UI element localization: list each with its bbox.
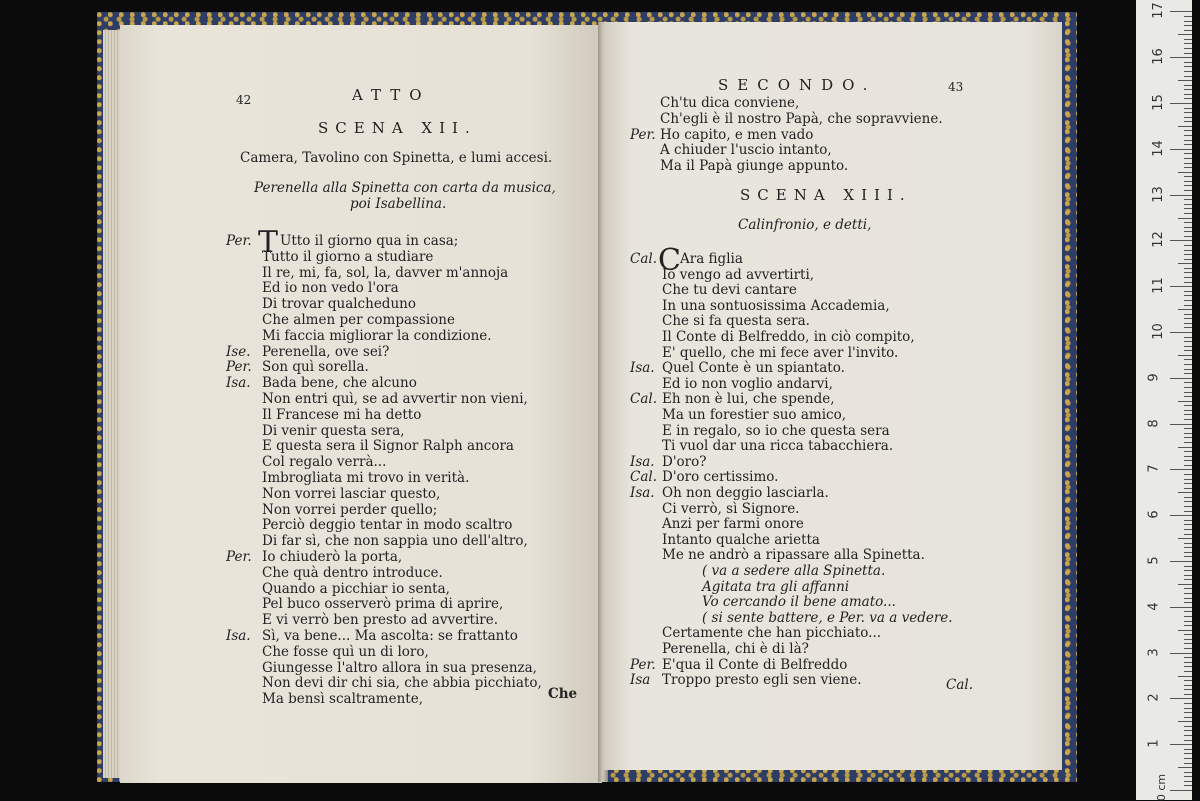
verse-line: Utto il giorno qua in casa; bbox=[280, 233, 459, 249]
ruler-tick bbox=[1184, 231, 1192, 232]
ruler-tick bbox=[1184, 621, 1192, 622]
verse-line: Troppo presto egli sen viene. bbox=[662, 672, 862, 689]
ruler-tick bbox=[1184, 222, 1192, 223]
ruler-tick bbox=[1184, 66, 1192, 67]
scene-title: SCENA XIII. bbox=[740, 186, 912, 204]
ruler-tick bbox=[1178, 34, 1192, 35]
ruler-tick bbox=[1184, 98, 1192, 99]
ruler-tick bbox=[1184, 428, 1192, 429]
ruler-tick bbox=[1184, 71, 1192, 72]
speaker-label: Per. bbox=[226, 549, 252, 565]
stage-direction: poi Isabellina. bbox=[350, 196, 447, 212]
ruler-unit: 0 cm bbox=[1155, 773, 1169, 801]
ruler-tick bbox=[1178, 584, 1192, 585]
verse-line: Che si fa questa sera. bbox=[662, 313, 810, 330]
ruler-tick bbox=[1184, 433, 1192, 434]
ruler-tick bbox=[1184, 163, 1192, 164]
verse-line: Eh non è lui, che spende, bbox=[662, 391, 835, 408]
ruler-tick bbox=[1178, 80, 1192, 81]
ruler-tick bbox=[1184, 781, 1192, 782]
ruler-tick bbox=[1184, 708, 1192, 709]
ruler-tick bbox=[1184, 593, 1192, 594]
verse-line: Ed io non voglio andarvi, bbox=[662, 375, 833, 392]
ruler-tick bbox=[1184, 740, 1192, 741]
ruler-tick bbox=[1184, 689, 1192, 690]
ruler-tick bbox=[1184, 144, 1192, 145]
ruler-number: 9 bbox=[1146, 373, 1162, 382]
ruler-tick bbox=[1170, 607, 1192, 608]
ruler-tick bbox=[1184, 666, 1192, 667]
ruler-tick bbox=[1170, 744, 1192, 745]
ruler-tick bbox=[1170, 11, 1192, 12]
ruler-tick bbox=[1184, 135, 1192, 136]
speaker-label: Cal. bbox=[630, 391, 657, 408]
verse-line: Pel buco osserverò prima di aprire, bbox=[262, 596, 504, 613]
ruler-tick bbox=[1184, 300, 1192, 301]
verse-line: Il re, mi, fa, sol, la, davver m'annoja bbox=[262, 264, 509, 281]
verse-line: Ti vuol dar una ricca tabacchiera. bbox=[662, 438, 894, 455]
ruler-tick bbox=[1184, 694, 1192, 695]
verse-line: Ch'egli è il nostro Papà, che sopravviene. bbox=[660, 110, 943, 127]
ruler-tick bbox=[1184, 506, 1192, 507]
ruler-tick bbox=[1184, 588, 1192, 589]
ruler-number: 6 bbox=[1146, 510, 1162, 519]
ruler-tick bbox=[1178, 767, 1192, 768]
verse-line: Quando a picchiar io senta, bbox=[262, 580, 450, 597]
ruler-number: 16 bbox=[1150, 48, 1166, 65]
ruler-tick bbox=[1184, 337, 1192, 338]
verse-line: Non devi dir chi sia, che abbia picchiato, bbox=[262, 675, 542, 692]
stage-direction: Calinfronio, e detti, bbox=[738, 217, 872, 233]
verse-line: Che quà dentro introduce. bbox=[262, 564, 443, 581]
speaker-label: Isa. bbox=[226, 628, 251, 644]
ruler-tick bbox=[1184, 89, 1192, 90]
verse-line: Sì, va bene... Ma ascolta: se frattanto bbox=[262, 628, 518, 644]
ruler-tick bbox=[1178, 172, 1192, 173]
ruler-tick bbox=[1184, 460, 1192, 461]
ruler-tick bbox=[1184, 456, 1192, 457]
ruler-tick bbox=[1184, 94, 1192, 95]
ruler-tick bbox=[1178, 538, 1192, 539]
verse-line: Ara figlia bbox=[680, 251, 743, 267]
ruler-tick bbox=[1184, 685, 1192, 686]
ruler-number: 7 bbox=[1146, 464, 1162, 474]
ruler-tick bbox=[1184, 776, 1192, 777]
verse-line: ( va a sedere alla Spinetta. bbox=[702, 563, 886, 579]
ruler-tick bbox=[1184, 547, 1192, 548]
ruler-tick bbox=[1184, 254, 1192, 255]
ruler-number: 2 bbox=[1146, 693, 1162, 703]
ruler-tick bbox=[1184, 410, 1192, 411]
verse-line: D'oro certissimo. bbox=[662, 469, 779, 486]
ruler-tick bbox=[1184, 575, 1192, 576]
verse-line: E vi verrò ben presto ad avvertire. bbox=[262, 612, 498, 629]
verse-line: D'oro? bbox=[662, 453, 707, 470]
verse-line: Ci verrò, sì Signore. bbox=[662, 500, 800, 517]
verse-line: Di far sì, che non sappia uno dell'altro, bbox=[262, 533, 528, 550]
verse-line: Di venir questa sera, bbox=[262, 422, 405, 439]
ruler-tick bbox=[1184, 48, 1192, 49]
ruler-tick bbox=[1184, 327, 1192, 328]
speaker-label: Isa. bbox=[630, 485, 655, 501]
ruler-tick bbox=[1184, 566, 1192, 567]
verse-line: Ma un forestier suo amico, bbox=[662, 407, 847, 423]
ruler-tick bbox=[1170, 378, 1192, 379]
ruler-tick bbox=[1170, 561, 1192, 562]
ruler-tick bbox=[1184, 382, 1192, 383]
verse-line: E'qua il Conte di Belfreddo bbox=[662, 656, 848, 673]
ruler-tick bbox=[1184, 259, 1192, 260]
ruler-tick bbox=[1170, 332, 1192, 333]
verse-line: E in regalo, so io che questa sera bbox=[662, 422, 890, 439]
verse-line: Giungesse l'altro allora in sua presenza, bbox=[262, 659, 537, 676]
ruler-tick bbox=[1184, 735, 1192, 736]
ruler-tick bbox=[1184, 529, 1192, 530]
ruler-tick bbox=[1184, 501, 1192, 502]
ruler-tick bbox=[1184, 140, 1192, 141]
ruler-tick bbox=[1184, 373, 1192, 374]
verse-line: Col regalo verrà... bbox=[262, 454, 387, 471]
ruler-tick bbox=[1178, 492, 1192, 493]
verse-line: Non vorrei perder quello; bbox=[262, 501, 438, 518]
ruler-tick bbox=[1184, 639, 1192, 640]
ruler-tick bbox=[1184, 598, 1192, 599]
ruler-tick bbox=[1184, 570, 1192, 571]
ruler-tick bbox=[1184, 419, 1192, 420]
speaker-label: Isa. bbox=[630, 453, 655, 470]
ruler-tick bbox=[1184, 291, 1192, 292]
ruler-number: 12 bbox=[1150, 231, 1166, 249]
speaker-label: Per. bbox=[630, 656, 656, 673]
ruler-tick bbox=[1184, 43, 1192, 44]
verse-line: Perenella, ove sei? bbox=[262, 343, 390, 360]
ruler-tick bbox=[1170, 653, 1192, 654]
verse-line: Mi faccia migliorar la condizione. bbox=[262, 327, 492, 344]
ruler-tick bbox=[1184, 272, 1192, 273]
ruler-tick bbox=[1170, 57, 1192, 58]
ruler-tick bbox=[1184, 616, 1192, 617]
ruler-tick bbox=[1184, 295, 1192, 296]
ruler-number: 3 bbox=[1146, 647, 1162, 657]
verse-line: Bada bene, che alcuno bbox=[262, 375, 417, 392]
ruler-tick bbox=[1184, 442, 1192, 443]
ruler-tick bbox=[1184, 534, 1192, 535]
verse-line: Non vorrei lasciar questo, bbox=[262, 485, 441, 502]
verse-line: Io vengo ad avvertirti, bbox=[662, 266, 815, 283]
ruler-tick bbox=[1184, 62, 1192, 63]
ruler-tick bbox=[1184, 250, 1192, 251]
ruler-tick bbox=[1184, 16, 1192, 17]
ruler-number: 13 bbox=[1150, 185, 1166, 203]
verse-line: Son quì sorella. bbox=[262, 359, 369, 376]
ruler-tick bbox=[1184, 245, 1192, 246]
ruler-tick bbox=[1184, 153, 1192, 154]
ruler-tick bbox=[1184, 85, 1192, 86]
ruler-tick bbox=[1184, 657, 1192, 658]
ruler-tick bbox=[1184, 520, 1192, 521]
verse-line: ( si sente battere, e Per. va a vedere. bbox=[702, 609, 953, 626]
running-head: SECONDO. bbox=[718, 76, 877, 94]
page-number: 42 bbox=[236, 93, 252, 107]
verse-line: Tutto il giorno a studiare bbox=[262, 248, 434, 265]
ruler-tick bbox=[1184, 341, 1192, 342]
ruler-tick bbox=[1170, 424, 1192, 425]
ruler-tick bbox=[1184, 772, 1192, 773]
ruler-tick bbox=[1170, 240, 1192, 241]
stage-direction: Perenella alla Spinetta con carta da musica, bbox=[254, 180, 556, 196]
verse-line: Agitata tra gli affanni bbox=[702, 578, 850, 595]
ruler-tick bbox=[1178, 263, 1192, 264]
ruler-tick bbox=[1184, 758, 1192, 759]
ruler-tick bbox=[1184, 474, 1192, 475]
ruler-tick bbox=[1184, 625, 1192, 626]
speaker-label: Cal. bbox=[630, 251, 657, 267]
setting-line: Camera, Tavolino con Spinetta, e lumi accesi. bbox=[240, 150, 553, 166]
running-head: ATTO bbox=[352, 86, 431, 104]
speaker-label: Isa. bbox=[226, 375, 251, 392]
left-page bbox=[120, 25, 602, 783]
ruler-tick bbox=[1184, 199, 1192, 200]
ruler-tick bbox=[1184, 130, 1192, 131]
ruler-tick bbox=[1184, 364, 1192, 365]
ruler-number: 15 bbox=[1150, 94, 1166, 111]
ruler-tick bbox=[1178, 355, 1192, 356]
ruler-tick bbox=[1184, 488, 1192, 489]
ruler-tick bbox=[1184, 726, 1192, 727]
ruler-tick bbox=[1184, 634, 1192, 635]
ruler-tick bbox=[1184, 405, 1192, 406]
verse-line: Quel Conte è un spiantato. bbox=[662, 360, 845, 377]
ruler-tick bbox=[1184, 21, 1192, 22]
ruler-tick bbox=[1184, 25, 1192, 26]
ruler-tick bbox=[1178, 309, 1192, 310]
ruler-tick bbox=[1178, 447, 1192, 448]
verse-line: Ma bensì scaltramente, bbox=[262, 691, 423, 708]
verse-line: Ma il Papà giunge appunto. bbox=[660, 158, 849, 175]
ruler-tick bbox=[1184, 369, 1192, 370]
verse-line: Non entri quì, se ad avvertir non vieni, bbox=[262, 391, 528, 407]
ruler-tick bbox=[1184, 579, 1192, 580]
ruler-tick bbox=[1184, 643, 1192, 644]
ruler-tick bbox=[1170, 195, 1192, 196]
ruler-tick bbox=[1184, 76, 1192, 77]
page-number: 43 bbox=[948, 80, 964, 94]
ruler-tick bbox=[1184, 392, 1192, 393]
verse-line: Intanto qualche arietta bbox=[662, 531, 820, 548]
ruler-tick bbox=[1184, 117, 1192, 118]
speaker-label: Per. bbox=[630, 126, 656, 143]
measurement-ruler bbox=[1136, 0, 1192, 800]
ruler-tick bbox=[1170, 286, 1192, 287]
scene-title: SCENA XII. bbox=[318, 119, 477, 137]
ruler-number: 8 bbox=[1146, 418, 1162, 428]
ruler-tick bbox=[1184, 53, 1192, 54]
ruler-tick bbox=[1184, 323, 1192, 324]
verse-line: A chiuder l'uscio intanto, bbox=[660, 142, 832, 159]
verse-line: Vo cercando il bene amato... bbox=[702, 594, 896, 611]
ruler-tick bbox=[1184, 479, 1192, 480]
ruler-number: 14 bbox=[1150, 140, 1166, 157]
ruler-tick bbox=[1184, 167, 1192, 168]
ruler-tick bbox=[1178, 218, 1192, 219]
catchword: Che bbox=[548, 686, 578, 702]
verse-line: Perciò deggio tentar in modo scaltro bbox=[262, 517, 513, 534]
ruler-tick bbox=[1184, 318, 1192, 319]
ruler-number: 10 bbox=[1150, 323, 1166, 340]
ruler-tick bbox=[1184, 662, 1192, 663]
ruler-tick bbox=[1184, 524, 1192, 525]
verse-line: Ed io non vedo l'ora bbox=[262, 280, 399, 297]
speaker-label: Per. bbox=[226, 359, 252, 376]
ruler-tick bbox=[1184, 611, 1192, 612]
verse-line: Certamente che han picchiato... bbox=[662, 625, 882, 642]
ruler-tick bbox=[1184, 396, 1192, 397]
ruler-tick bbox=[1184, 236, 1192, 237]
drop-cap: C bbox=[658, 243, 681, 278]
ruler-tick bbox=[1184, 181, 1192, 182]
ruler-tick bbox=[1184, 552, 1192, 553]
speaker-label: Per. bbox=[226, 233, 252, 249]
ruler-tick bbox=[1184, 414, 1192, 415]
ruler-tick bbox=[1184, 511, 1192, 512]
ruler-tick bbox=[1184, 712, 1192, 713]
ruler-tick bbox=[1184, 703, 1192, 704]
verse-line: Ch'tu dica conviene, bbox=[660, 95, 800, 111]
ruler-tick bbox=[1184, 749, 1192, 750]
ruler-tick bbox=[1184, 451, 1192, 452]
ruler-tick bbox=[1184, 190, 1192, 191]
ruler-tick bbox=[1170, 149, 1192, 150]
ruler-tick bbox=[1184, 305, 1192, 306]
ruler-tick bbox=[1184, 227, 1192, 228]
ruler-number: 1 bbox=[1146, 739, 1162, 748]
speaker-label: Isa bbox=[630, 672, 651, 689]
verse-line: Che tu devi cantare bbox=[662, 282, 797, 299]
verse-line: Di trovar qualcheduno bbox=[262, 296, 416, 313]
ruler-tick bbox=[1184, 387, 1192, 388]
ruler-tick bbox=[1184, 483, 1192, 484]
ruler-tick bbox=[1184, 158, 1192, 159]
ruler-tick bbox=[1184, 277, 1192, 278]
verse-line: Perenella, chi è di là? bbox=[662, 641, 809, 657]
ruler-tick bbox=[1184, 602, 1192, 603]
verse-line: Il Francese mi ha detto bbox=[262, 406, 422, 423]
ruler-tick bbox=[1184, 497, 1192, 498]
ruler-tick bbox=[1170, 103, 1192, 104]
ruler-tick bbox=[1170, 469, 1192, 470]
verse-line: Io chiuderò la porta, bbox=[262, 549, 403, 565]
verse-line: E' quello, che mi fece aver l'invito. bbox=[662, 344, 899, 361]
verse-line: Che fosse quì un di loro, bbox=[262, 643, 429, 660]
verse-line: E questa sera il Signor Ralph ancora bbox=[262, 438, 514, 455]
ruler-number: 5 bbox=[1146, 556, 1162, 565]
ruler-number: 11 bbox=[1150, 277, 1166, 294]
ruler-tick bbox=[1170, 698, 1192, 699]
ruler-tick bbox=[1184, 671, 1192, 672]
ruler-tick bbox=[1170, 515, 1192, 516]
verse-line: In una sontuosissima Accademia, bbox=[662, 297, 890, 314]
ruler-tick bbox=[1184, 346, 1192, 347]
verse-line: Che almen per compassione bbox=[262, 312, 455, 328]
ruler-tick bbox=[1170, 790, 1192, 791]
ruler-tick bbox=[1184, 680, 1192, 681]
ruler-number: 17 bbox=[1150, 2, 1166, 20]
ruler-tick bbox=[1184, 314, 1192, 315]
ruler-tick bbox=[1184, 39, 1192, 40]
ruler-tick bbox=[1184, 543, 1192, 544]
ruler-tick bbox=[1184, 350, 1192, 351]
ruler-tick bbox=[1178, 630, 1192, 631]
ruler-tick bbox=[1184, 437, 1192, 438]
ruler-tick bbox=[1184, 465, 1192, 466]
speaker-label: Cal. bbox=[630, 469, 657, 486]
ruler-tick bbox=[1184, 717, 1192, 718]
ruler-tick bbox=[1184, 730, 1192, 731]
ruler-tick bbox=[1184, 30, 1192, 31]
ruler-tick bbox=[1184, 268, 1192, 269]
ruler-tick bbox=[1184, 556, 1192, 557]
catchword: Cal. bbox=[946, 677, 973, 693]
verse-line: Ho capito, e men vado bbox=[660, 126, 814, 143]
ruler-tick bbox=[1178, 721, 1192, 722]
ruler-tick bbox=[1184, 753, 1192, 754]
speaker-label: Isa. bbox=[630, 360, 655, 377]
ruler-tick bbox=[1184, 785, 1192, 786]
verse-line: Il Conte di Belfreddo, in ciò compito, bbox=[662, 329, 915, 345]
ruler-tick bbox=[1184, 282, 1192, 283]
ruler-tick bbox=[1178, 676, 1192, 677]
ruler-tick bbox=[1178, 401, 1192, 402]
verse-line: Imbrogliata mi trovo in verità. bbox=[262, 470, 470, 486]
ruler-tick bbox=[1184, 208, 1192, 209]
ruler-tick bbox=[1184, 121, 1192, 122]
verse-line: Me ne andrò a ripassare alla Spinetta. bbox=[662, 547, 925, 564]
ruler-tick bbox=[1184, 204, 1192, 205]
ruler-number: 4 bbox=[1146, 602, 1162, 611]
speaker-label: Ise. bbox=[226, 343, 251, 360]
ruler-tick bbox=[1178, 126, 1192, 127]
ruler-tick bbox=[1184, 185, 1192, 186]
right-page bbox=[604, 22, 1062, 770]
verse-line: Oh non deggio lasciarla. bbox=[662, 485, 829, 501]
ruler-tick bbox=[1184, 176, 1192, 177]
ruler-tick bbox=[1184, 359, 1192, 360]
verse-line: Anzi per farmi onore bbox=[662, 516, 804, 533]
ruler-tick bbox=[1184, 112, 1192, 113]
ruler-tick bbox=[1184, 648, 1192, 649]
drop-cap: T bbox=[258, 225, 279, 260]
ruler-tick bbox=[1184, 108, 1192, 109]
ruler-tick bbox=[1184, 213, 1192, 214]
ruler-tick bbox=[1184, 763, 1192, 764]
